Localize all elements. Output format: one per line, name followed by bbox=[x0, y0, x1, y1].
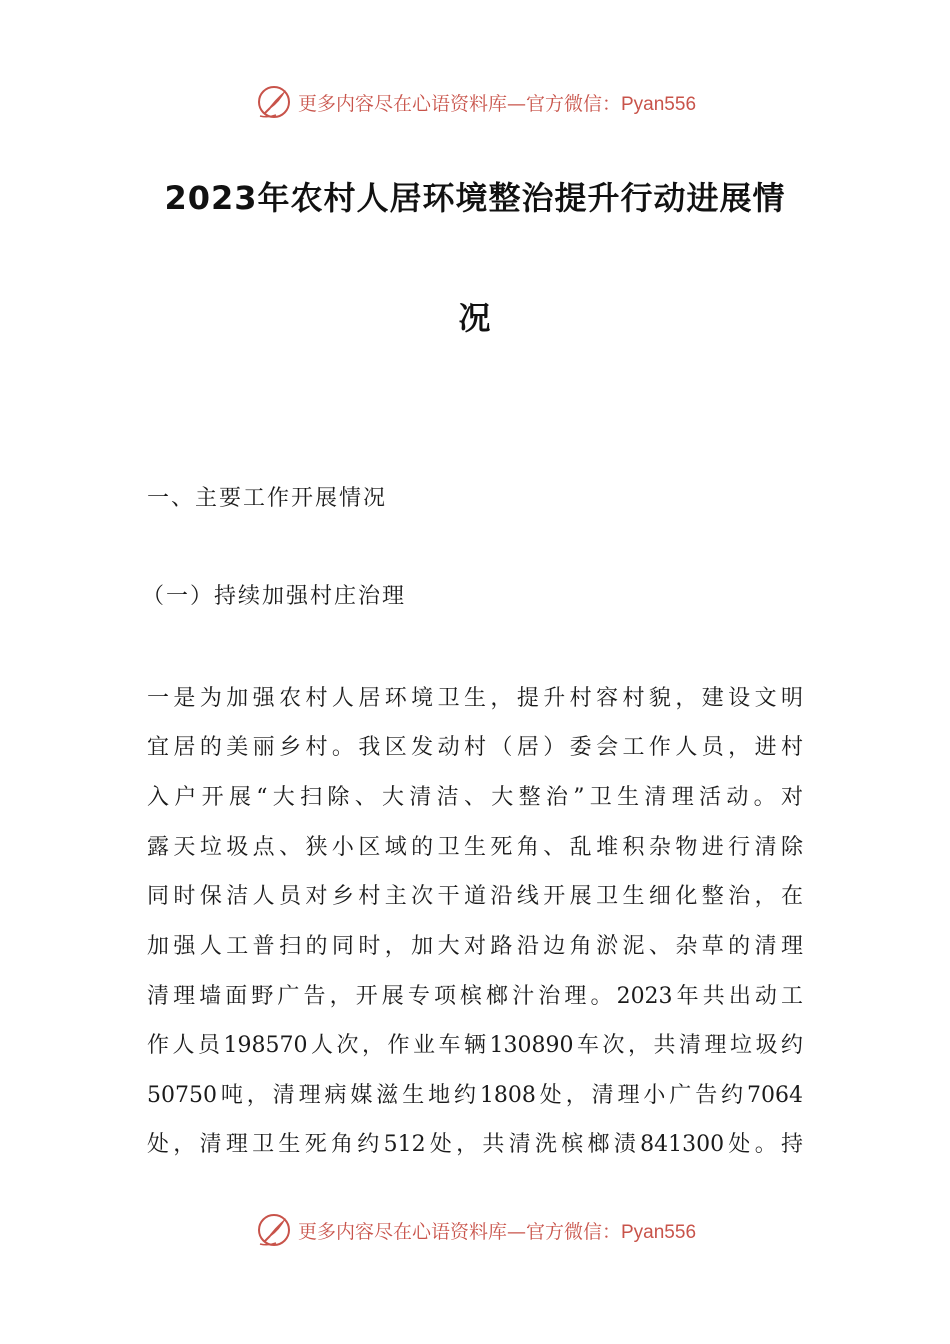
header-banner bbox=[0, 80, 950, 124]
header-banner-cn: 更多内容尽在心语资料库—官方微信： bbox=[297, 92, 621, 115]
paragraph-line-9: 50750吨，清理病媒滋生地约1808处，清理小广告约7064 bbox=[147, 1083, 803, 1108]
paragraph-line-1: 一是为加强农村人居环境卫生，提升村容村貌，建设文明 bbox=[147, 686, 803, 711]
subsection-heading: （一）持续加强村庄治理 bbox=[142, 584, 407, 609]
footer-banner-cn: 更多内容尽在心语资料库—官方微信： bbox=[297, 1220, 621, 1243]
header-banner-wechat-id: Pyan556 bbox=[621, 93, 697, 115]
quill-pen-logo-icon bbox=[254, 82, 294, 122]
paragraph-line-6: 加强人工普扫的同时，加大对路沿边角淤泥、杂草的清理 bbox=[147, 934, 803, 959]
paragraph-line-8: 作人员198570人次，作业车辆130890车次，共清理垃圾约 bbox=[147, 1033, 803, 1058]
paragraph-line-4: 露天垃圾点、狭小区域的卫生死角、乱堆积杂物进行清除 bbox=[147, 835, 803, 860]
paragraph-line-3: 入户开展“大扫除、大清洁、大整治”卫生清理活动。对 bbox=[147, 785, 803, 810]
header-banner-text bbox=[298, 89, 696, 116]
paragraph-line-5: 同时保洁人员对乡村主次干道沿线开展卫生细化整治，在 bbox=[147, 884, 803, 909]
paragraph-line-7: 清理墙面野广告，开展专项槟榔汁治理。2023年共出动工 bbox=[147, 984, 803, 1009]
footer-banner bbox=[0, 1208, 950, 1252]
paragraph-line-2: 宜居的美丽乡村。我区发动村（居）委会工作人员，进村 bbox=[147, 735, 803, 760]
document-title-line-2: 况 bbox=[458, 299, 492, 337]
section-heading: 一、主要工作开展情况 bbox=[147, 486, 388, 511]
footer-banner-wechat-id: Pyan556 bbox=[621, 1221, 697, 1243]
paragraph-line-10: 处，清理卫生死角约512处，共清洗槟榔渍841300处。持 bbox=[147, 1132, 803, 1157]
quill-pen-logo-icon bbox=[254, 1210, 294, 1250]
document-title-line-1: 2023年农村人居环境整治提升行动进展情 bbox=[164, 179, 786, 217]
footer-banner-text bbox=[298, 1217, 696, 1244]
